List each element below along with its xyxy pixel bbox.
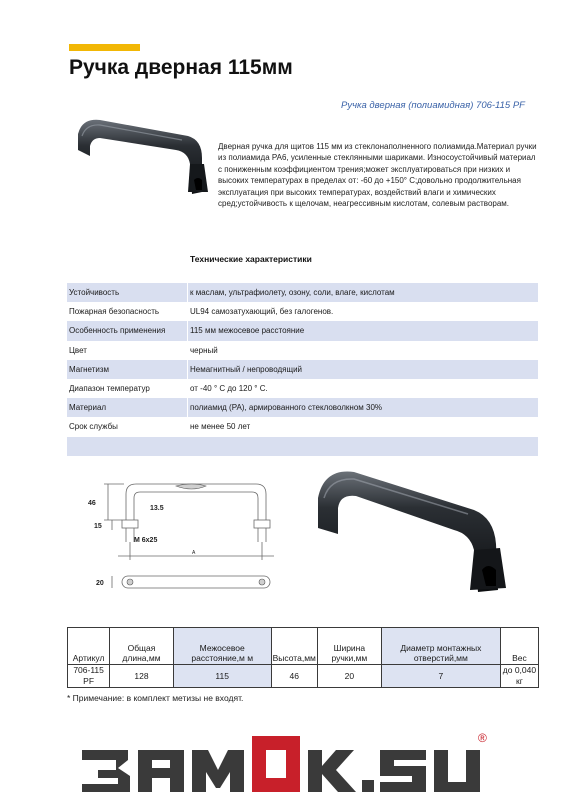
spec-value: к маслам, ультрафиолету, озону, соли, влаге, кислотам [188,283,538,302]
dimensions-header-cell: Артикул [68,628,110,665]
spec-label: Пожарная безопасность [69,307,160,317]
dim-label-15: 15 [94,523,102,530]
spec-value: 115 мм межосевое расстояние [188,321,538,340]
registered-mark: ® [478,731,487,745]
dimensions-table [67,627,539,688]
dimensions-header-cell: Межосевое расстояние,м м [173,628,271,665]
spec-row [67,283,538,302]
spec-value: черный [190,345,218,355]
spec-value: от -40 ° С до 120 ° С. [190,384,268,394]
product-image-small [70,112,218,202]
spec-row [67,398,538,417]
product-image-large [310,462,510,597]
technical-drawing [88,472,298,602]
spec-row [67,302,538,321]
product-subtitle: Ручка дверная (полиамидная) 706-115 PF [341,100,525,111]
dimensions-header-cell: Вес [500,628,538,665]
spec-value: UL94 самозатухающий, без галогенов. [190,307,334,317]
dimensions-cell: 20 [317,665,381,688]
dim-label-a: A [192,550,196,556]
specs-table [67,283,538,456]
spec-row [67,437,538,456]
dimensions-cell: 706-115 PF [68,665,110,688]
spec-label: Материал [67,398,187,417]
dimensions-cell: 115 [173,665,271,688]
dim-label-13-5: 13.5 [150,505,164,512]
dimensions-header-cell: Общая длина,мм [110,628,174,665]
spec-row [67,417,538,436]
spec-value [188,437,538,456]
spec-label: Цвет [69,345,87,355]
dim-label-20: 20 [96,580,104,587]
spec-value: Немагнитный / непроводящий [188,360,538,379]
dimensions-cell: 7 [381,665,500,688]
dimensions-cell: 46 [271,665,317,688]
spec-label: Срок службы [69,422,118,432]
spec-value: не менее 50 лет [190,422,251,432]
spec-label: Диапазон температур [69,384,150,394]
page-title: Ручка дверная 115мм [69,56,293,79]
footnote: * Примечание: в комплект метизы не входят. [67,693,244,703]
dimensions-header-cell: Диаметр монтажных отверстий,мм [381,628,500,665]
title-accent-bar [69,44,140,51]
spec-row [67,341,538,360]
dimensions-cell: до 0,040 кг [500,665,538,688]
spec-row [67,379,538,398]
spec-label: Магнетизм [67,360,187,379]
spec-row [67,321,538,340]
spec-row [67,360,538,379]
specs-heading: Технические характеристики [190,254,312,264]
spec-value: полиамид (PA), армированного стекловолкном 30% [188,398,538,417]
dim-label-m6: M 6x25 [134,537,158,544]
dimensions-header-cell: Высота,мм [271,628,317,665]
brand-logo [80,730,490,796]
spec-label: Особенность применения [67,321,187,340]
spec-label [67,437,187,456]
dimensions-header-cell: Ширина ручки,мм [317,628,381,665]
product-description: Дверная ручка для щитов 115 мм из стеклонаполненного полиамида.Материал ручки из полиамида PA6, усиленные стеклянными шариками. Износоустойчивый материал с пониженным коэффициентом трения;может эксплуатироваться при низких и высоких температурах в пределах от: -60 до +150° С;довольно продолжительная эксплуатация при высоких температурах, воздействий влаги и химических сред;устойчивость к щелочам, неагрессивным кислотам, солевым растворам. [218,142,537,209]
dim-label-46: 46 [88,500,96,507]
dimensions-cell: 128 [110,665,174,688]
spec-label: Устойчивость [67,283,187,302]
